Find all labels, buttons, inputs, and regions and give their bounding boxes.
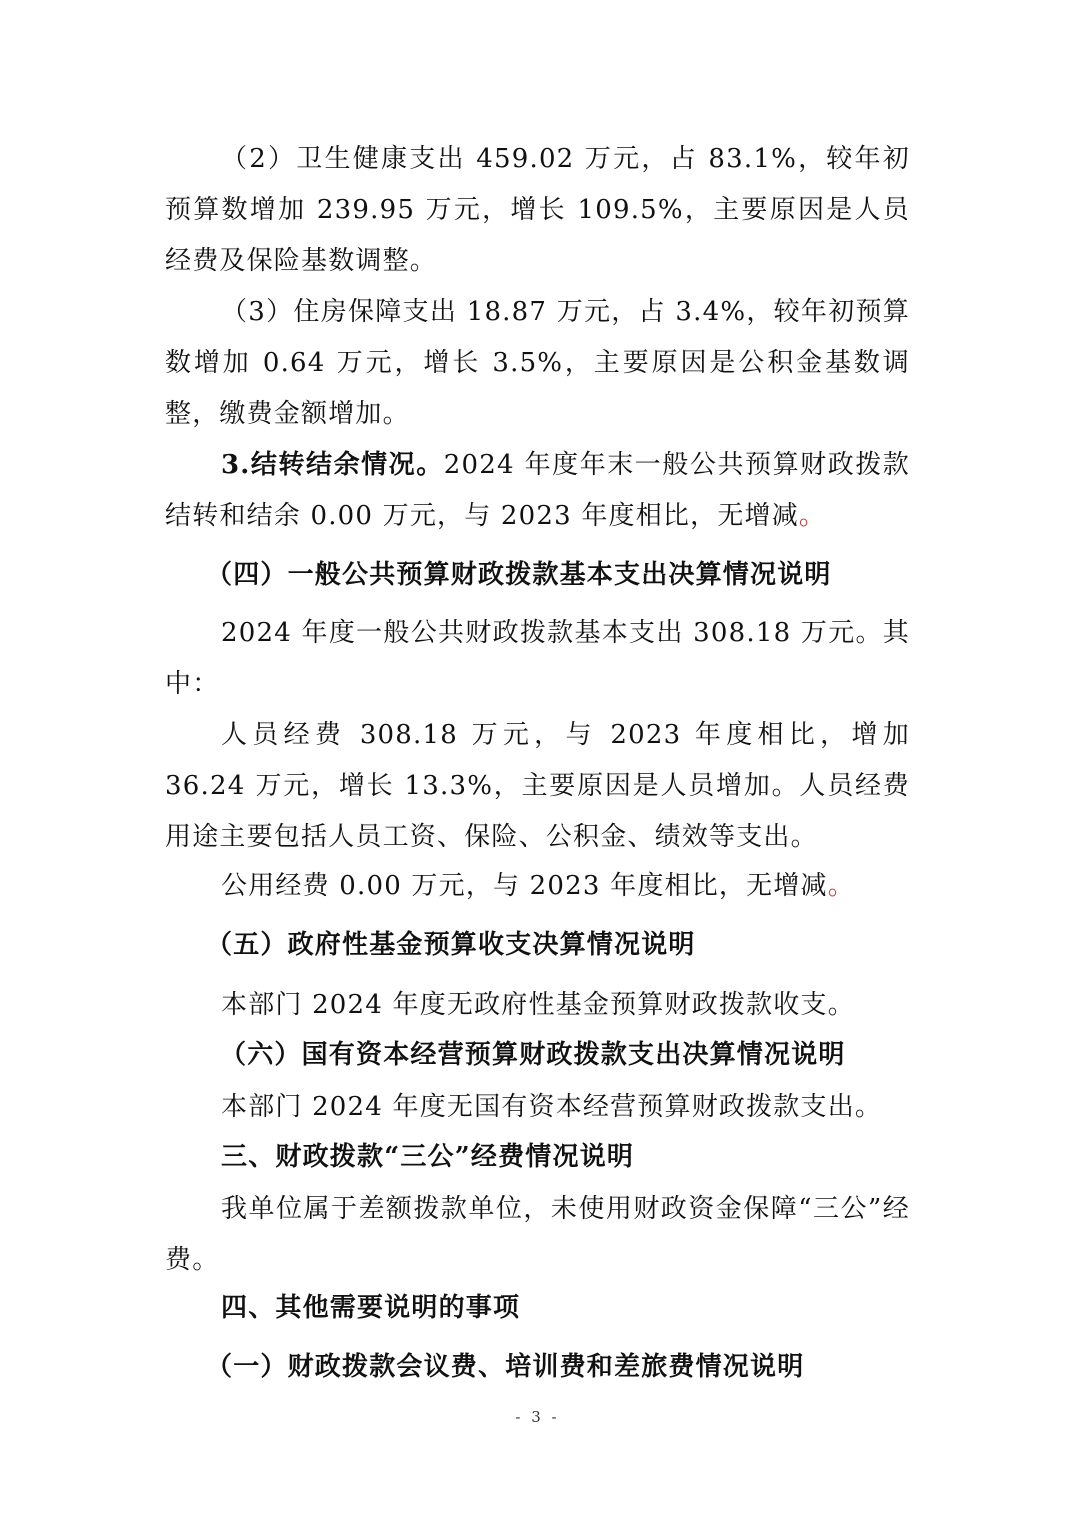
section-heading-basic-expenditure: （四）一般公共预算财政拨款基本支出决算情况说明 xyxy=(206,560,832,590)
page-number: - 3 - xyxy=(515,1408,560,1426)
paragraph-health-expenditure: （2）卫生健康支出 459.02 万元，占 83.1%，较年初预算数增加 239.95 万元，增长 109.5%，主要原因是人员经费及保险基数调整。 xyxy=(165,144,910,276)
section-heading-meeting-training-travel: （一）财政拨款会议费、培训费和差旅费情况说明 xyxy=(206,1352,805,1382)
section-heading-government-fund: （五）政府性基金预算收支决算情况说明 xyxy=(206,930,696,960)
section-heading-three-public-expenses: 三、财政拨款“三公”经费情况说明 xyxy=(221,1142,635,1172)
paragraph-government-fund: 本部门 2024 年度无政府性基金预算财政拨款收支。 xyxy=(221,990,855,1020)
paragraph-state-capital: 本部门 2024 年度无国有资本经营预算财政拨款支出。 xyxy=(221,1092,883,1122)
paragraph-carryover-balance xyxy=(165,440,910,542)
carryover-end-mark: 。 xyxy=(798,501,827,531)
public-expenses-text: 公用经费 0.00 万元，与 2023 年度相比，无增减 xyxy=(221,871,828,901)
paragraph-housing-expenditure: （3）住房保障支出 18.87 万元，占 3.4%，较年初预算数增加 0.64 万元，增长 3.5%，主要原因是公积金基数调整，缴费金额增加。 xyxy=(165,297,910,429)
paragraph-personnel-expenses: 人员经费 308.18 万元，与 2023 年度相比，增加 36.24 万元，增长 13.3%，主要原因是人员增加。人员经费用途主要包括人员工资、保险、公积金、绩效等支出。 xyxy=(165,720,910,852)
section-heading-state-capital: （六）国有资本经营预算财政拨款支出决算情况说明 xyxy=(220,1040,846,1070)
paragraph-three-public-expenses: 我单位属于差额拨款单位，未使用财政资金保障“三公”经费。 xyxy=(165,1194,910,1275)
section-heading-other-matters: 四、其他需要说明的事项 xyxy=(221,1293,521,1323)
public-expenses-end-mark: 。 xyxy=(827,871,855,901)
paragraph-public-expenses xyxy=(165,861,910,912)
paragraph-basic-expenditure-total: 2024 年度一般公共财政拨款基本支出 308.18 万元。其中： xyxy=(165,618,910,699)
carryover-text: 2024 年度年末一般公共预算财政拨款结转和结余 0.00 万元，与 2023 年度相比，无增减 xyxy=(165,450,911,531)
carryover-heading: 3.结转结余情况。 xyxy=(221,450,444,480)
